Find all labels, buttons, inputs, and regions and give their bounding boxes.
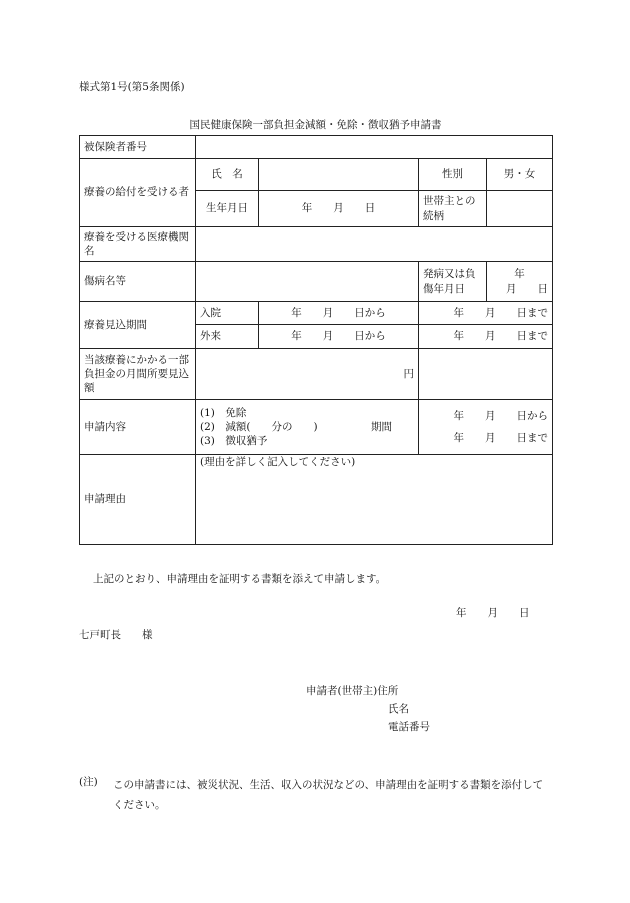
facility-field[interactable] xyxy=(196,227,553,262)
addressee: 七戸町長 様 xyxy=(79,629,153,641)
inpatient-from[interactable]: 年 月 日から xyxy=(259,302,419,325)
birth-label: 生年月日 xyxy=(196,191,259,227)
row-facility xyxy=(80,227,553,262)
onset-month-day: 月 日 xyxy=(506,282,549,295)
note-label: (注) xyxy=(79,776,98,788)
reason-field[interactable] xyxy=(196,455,553,545)
inpatient-to[interactable]: 年 月 日まで xyxy=(419,302,553,325)
disease-field[interactable] xyxy=(196,262,419,302)
form-number: 様式第1号(第5条関係) xyxy=(79,81,185,93)
recipient-label: 療養の給付を受ける者 xyxy=(80,159,196,227)
reason-hint: (理由を詳しく記入してください) xyxy=(200,456,356,468)
reason-label: 申請理由 xyxy=(80,455,196,545)
applicant-phone-label: 電話番号 xyxy=(388,721,430,733)
gender-label: 性別 xyxy=(419,159,487,191)
option-exemption[interactable]: (1) 免除 xyxy=(200,406,247,419)
row-reason xyxy=(80,455,553,545)
name-field[interactable] xyxy=(259,159,419,191)
disease-label: 傷病名等 xyxy=(80,262,196,302)
statement: 上記のとおり、申請理由を証明する書類を添えて申請します。 xyxy=(93,573,387,585)
option-reduction[interactable]: (2) 減額( 分の ) xyxy=(200,420,318,433)
row-inpatient xyxy=(80,302,553,325)
row-content xyxy=(80,400,553,455)
option-postponement[interactable]: (3) 徴収猶予 xyxy=(200,435,268,448)
copay-label: 当該療養にかかる一部負担金の月間所要見込額 xyxy=(80,349,196,400)
period-label: 療養見込期間 xyxy=(80,302,196,349)
insured-number-field[interactable] xyxy=(196,136,553,159)
application-table xyxy=(79,135,553,545)
content-from: 年 月 日から xyxy=(453,409,549,422)
onset-year: 年 xyxy=(514,268,525,281)
row-disease xyxy=(80,262,553,302)
applicant-address-label: 申請者(世帯主)住所 xyxy=(306,685,399,697)
term-label: 期間 xyxy=(371,420,392,433)
relation-field[interactable] xyxy=(487,191,553,227)
relation-label: 世帯主との続柄 xyxy=(419,191,487,227)
onset-field[interactable] xyxy=(487,262,553,302)
applicant-name-label: 氏名 xyxy=(388,703,409,715)
inpatient-label: 入院 xyxy=(196,302,259,325)
content-label: 申請内容 xyxy=(80,400,196,455)
row-copay xyxy=(80,349,553,400)
outpatient-label: 外来 xyxy=(196,325,259,349)
copay-empty xyxy=(419,349,553,400)
name-label: 氏 名 xyxy=(196,159,259,191)
onset-label: 発病又は負傷年月日 xyxy=(419,262,487,302)
gender-field[interactable]: 男・女 xyxy=(487,159,553,191)
insured-number-label: 被保険者番号 xyxy=(80,136,196,159)
form-title: 国民健康保険一部負担金減額・免除・徴収猶予申請書 xyxy=(189,119,442,131)
content-to: 年 月 日まで xyxy=(453,432,549,444)
date-line: 年 月 日 xyxy=(456,607,530,619)
birth-field[interactable]: 年 月 日 xyxy=(259,191,419,227)
copay-field[interactable]: 円 xyxy=(196,349,419,400)
row-insured-number xyxy=(80,136,553,159)
outpatient-from[interactable]: 年 月 日から xyxy=(259,325,419,349)
note-text: この申請書には、被災状況、生活、収入の状況などの、申請理由を証明する書類を添付してください。 xyxy=(113,779,544,811)
row-name xyxy=(80,159,553,191)
facility-label: 療養を受ける医療機関名 xyxy=(80,227,196,262)
outpatient-to[interactable]: 年 月 日まで xyxy=(419,325,553,349)
content-options[interactable] xyxy=(196,400,419,455)
content-period[interactable] xyxy=(419,400,553,455)
